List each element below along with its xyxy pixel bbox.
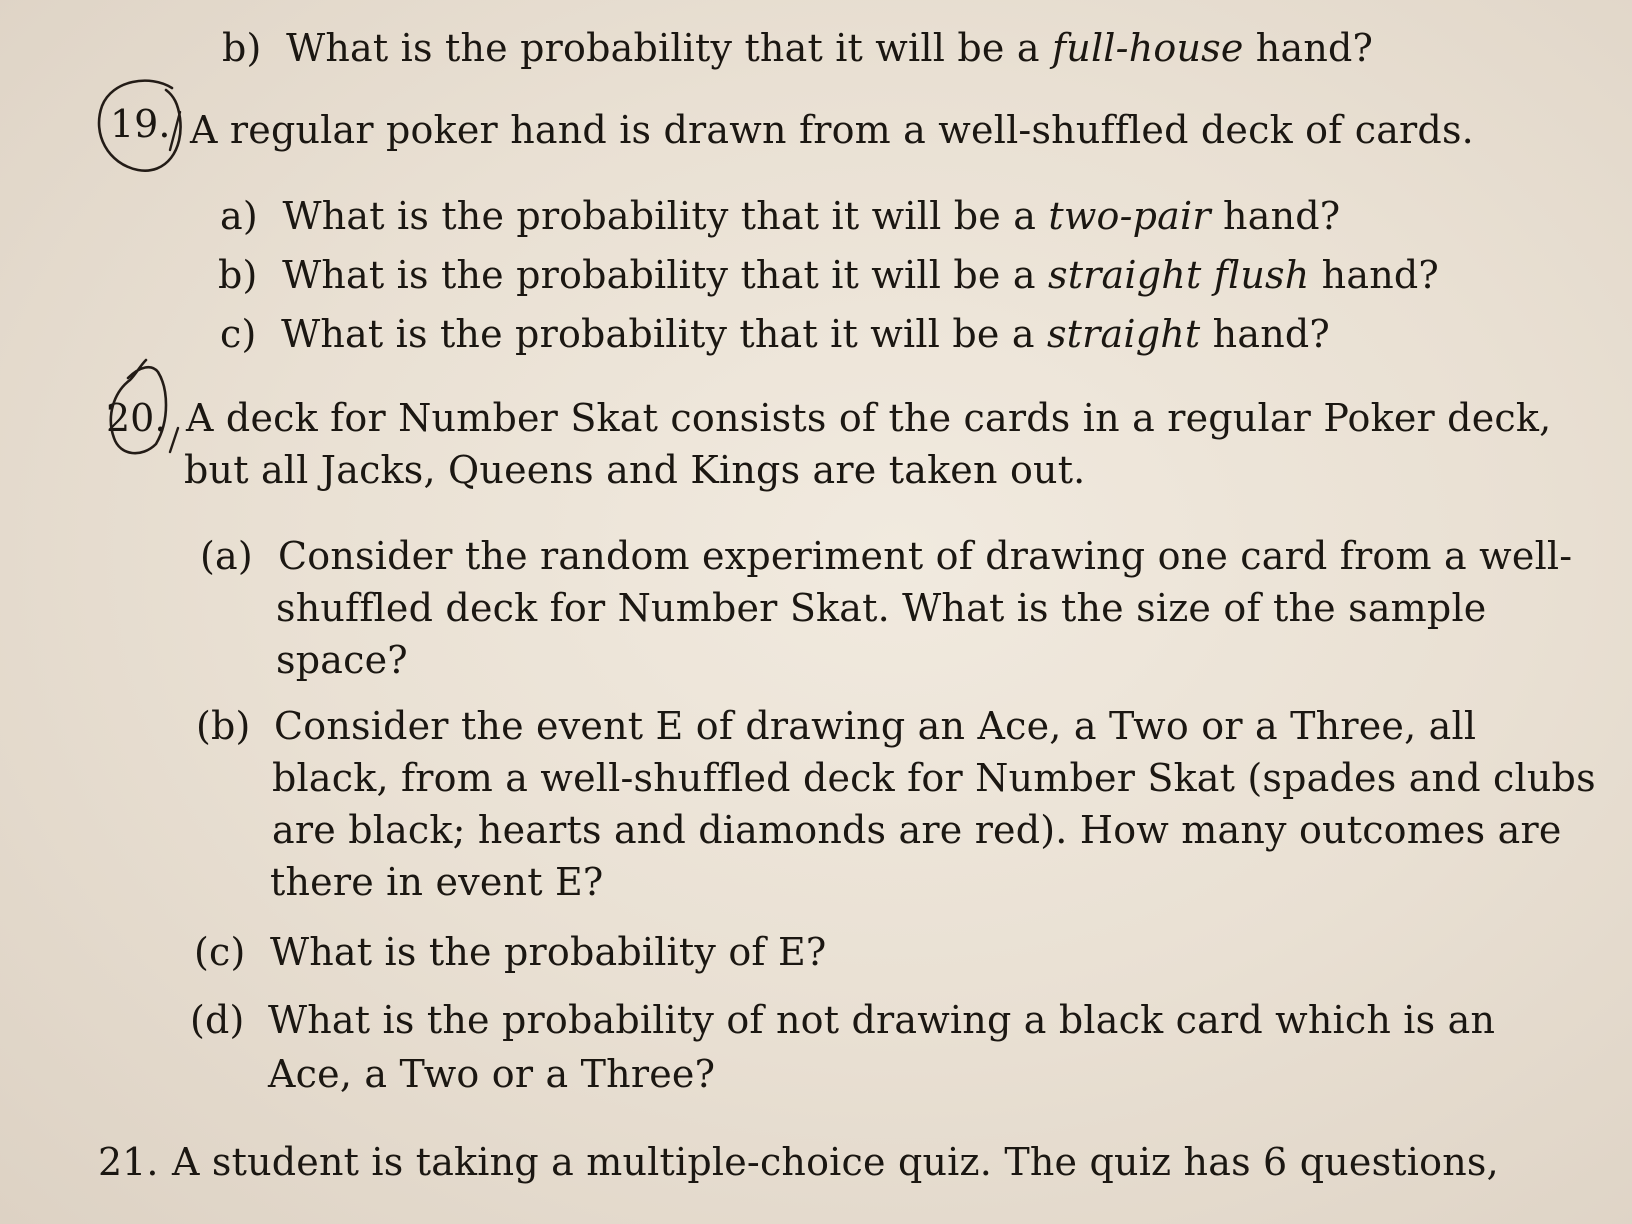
- q20-b-line-3: are black; hearts and diamonds are red). How many outcomes are: [272, 808, 1562, 852]
- q19-stem: A regular poker hand is drawn from a well-shuffled deck of cards.: [190, 108, 1474, 152]
- q19-a-text-pre: What is the probability that it will be a: [282, 194, 1049, 238]
- q19-c-label: c): [220, 312, 257, 356]
- q20-c-label: (c): [194, 930, 246, 974]
- q20-b-line-2: black, from a well-shuffled deck for Number Skat (spades and clubs: [272, 756, 1596, 800]
- q20-d-line-1: What is the probability of not drawing a black card which is an: [268, 998, 1496, 1042]
- q18-b-text-post: hand?: [1243, 26, 1374, 70]
- q20-c-line-1: What is the probability of E?: [270, 930, 827, 974]
- q18-b-text-em: full-house: [1052, 26, 1244, 70]
- q19-a-label: a): [220, 194, 258, 238]
- q19-a-text-em: two-pair: [1048, 194, 1211, 238]
- q18-b-label: b): [222, 26, 262, 70]
- q20-d-line-2: Ace, a Two or a Three?: [268, 1052, 716, 1096]
- q19-handwritten-circle: [99, 81, 181, 171]
- q19-b-text-post: hand?: [1309, 253, 1439, 297]
- q19-c-text-em: straight: [1046, 312, 1201, 356]
- q20-check-slash: [170, 428, 178, 452]
- q20-a-line-3: space?: [276, 638, 408, 682]
- q19-a-text-post: hand?: [1210, 194, 1341, 238]
- q19-number: 19.: [110, 102, 171, 146]
- q20-number: 20.: [106, 396, 167, 440]
- q19-b-label: b): [218, 253, 258, 297]
- q20-stem-line-1: A deck for Number Skat consists of the cards in a regular Poker deck,: [186, 396, 1552, 440]
- q19-c-text-pre: What is the probability that it will be a: [281, 312, 1047, 356]
- q20-d-label: (d): [190, 998, 245, 1042]
- q20-b-line-1: Consider the event E of drawing an Ace, a Two or a Three, all: [274, 704, 1477, 748]
- q21-stem-line-1: A student is taking a multiple-choice quiz. The quiz has 6 questions,: [172, 1140, 1499, 1184]
- q20-a-line-2: shuffled deck for Number Skat. What is the size of the sample: [276, 586, 1487, 630]
- q20-b-line-4: there in event E?: [270, 860, 604, 904]
- q21-number: 21.: [98, 1140, 159, 1184]
- q20-stem-line-2: but all Jacks, Queens and Kings are taken out.: [184, 448, 1086, 492]
- q20-a-line-1: Consider the random experiment of drawing one card from a well-: [278, 534, 1573, 578]
- q19-c-text-post: hand?: [1200, 312, 1330, 356]
- q19-b-text-em: straight flush: [1048, 253, 1310, 297]
- q18-b-text-pre: What is the probability that it will be a: [286, 26, 1053, 70]
- q19-b-text-pre: What is the probability that it will be a: [282, 253, 1049, 297]
- q20-a-label: (a): [200, 534, 253, 578]
- q20-handwritten-circle: [111, 360, 166, 453]
- q20-b-label: (b): [196, 704, 251, 748]
